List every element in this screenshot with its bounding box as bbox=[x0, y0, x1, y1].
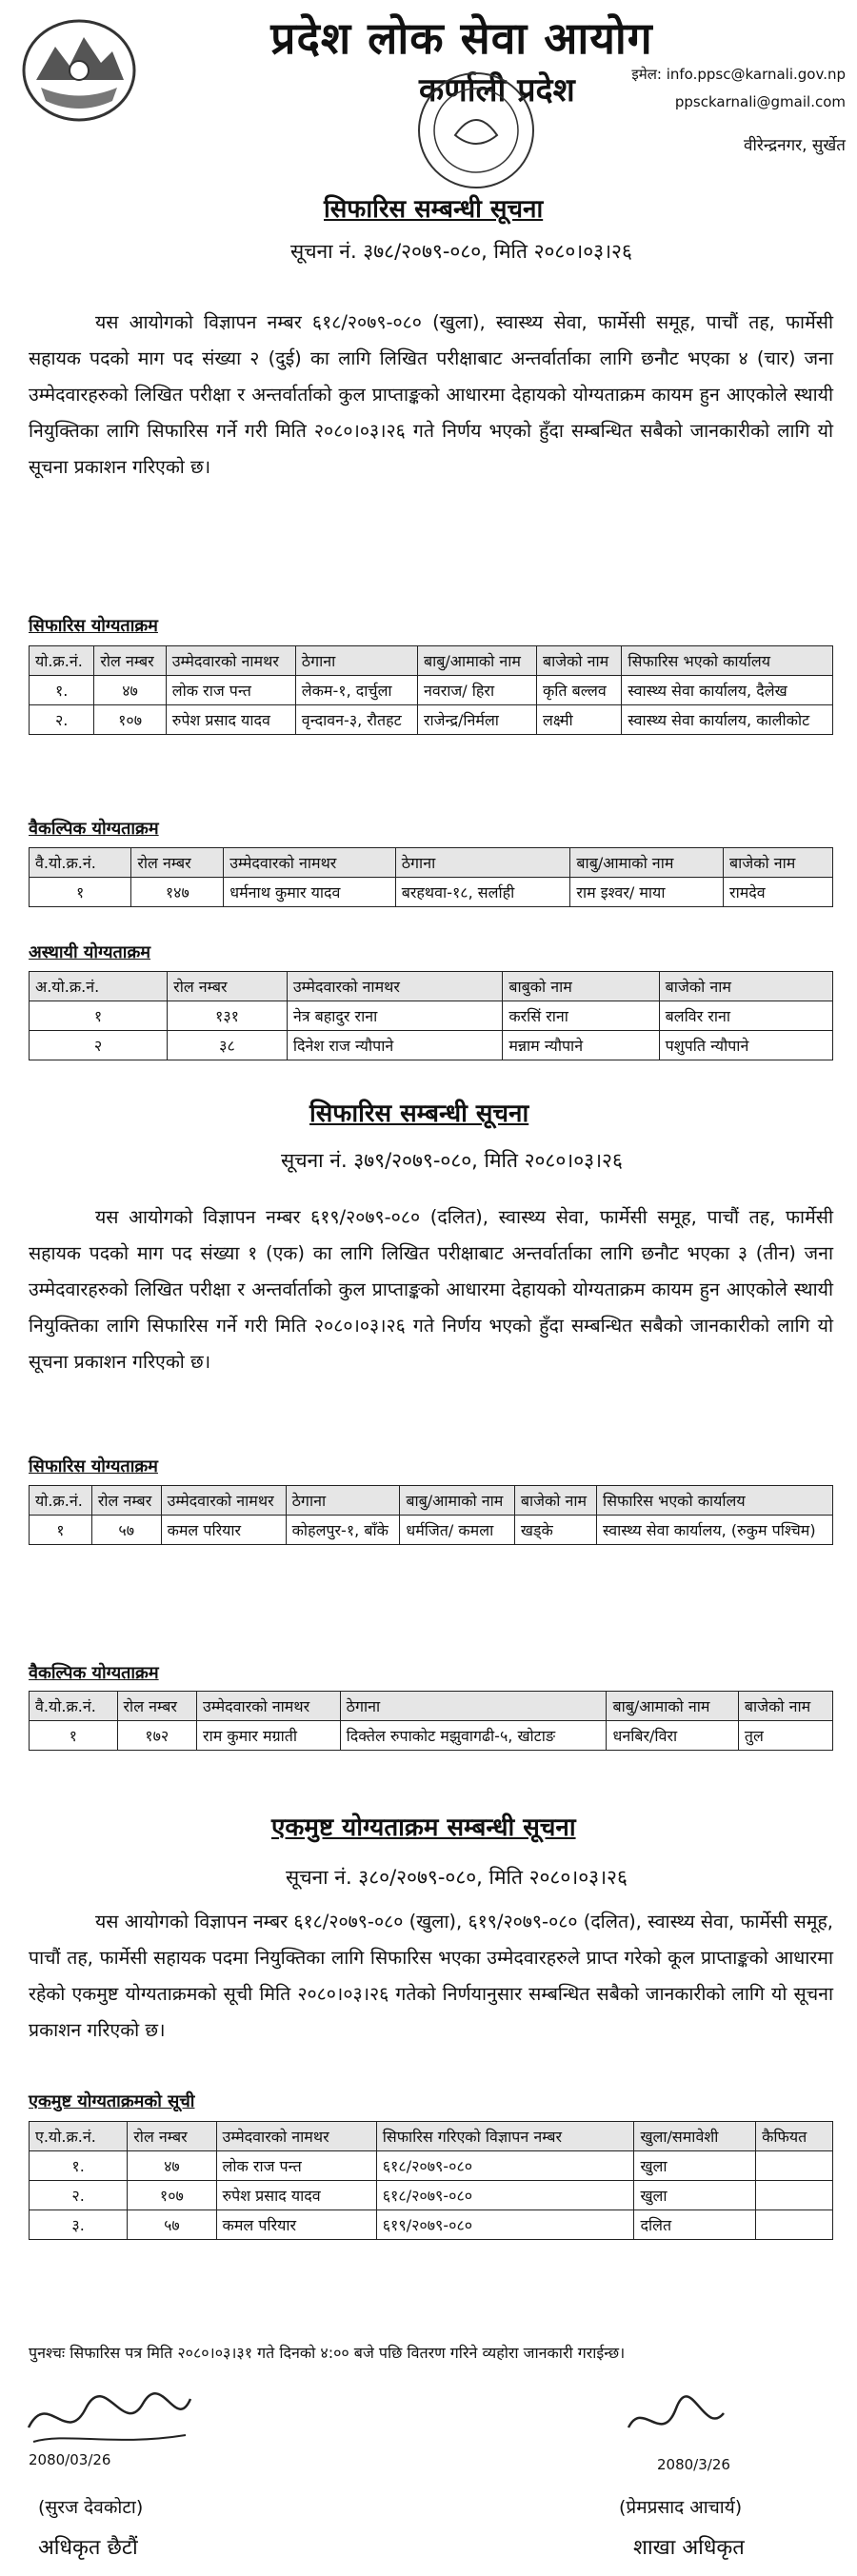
notice3-merit-table bbox=[29, 2121, 833, 2240]
nepal-emblem-logo bbox=[17, 13, 141, 128]
n3-merit-cell: १०७ bbox=[128, 2181, 216, 2210]
n3-merit-cell: १. bbox=[30, 2151, 128, 2181]
table-row bbox=[30, 1001, 833, 1031]
n2-recommended-cell: कमल परियार bbox=[161, 1516, 286, 1545]
n3-merit-cell: खुला bbox=[634, 2181, 756, 2210]
n1-recommended-cell: लक्ष्मी bbox=[536, 705, 621, 735]
n3-merit-cell: २. bbox=[30, 2181, 128, 2210]
table-row bbox=[30, 1721, 833, 1751]
notice3-paragraph: यस आयोगको विज्ञापन नम्बर ६१८/२०७९-०८० (खुला), ६१९/२०७९-०८० (दलित), स्वास्थ्य सेवा, फार्मेसी समूह, पाचौं तह, फार्मेसी सहायक पदमा नियुक्तिका लागि सिफारिस भएका उम्मेदवारहरुले प्राप्त गरेको कूल प्राप्ताङ्कको आधारमा रहेको एकमुष्ट योग्यताक्रमको सूची मिति २०८०।०३।२६ गतेको निर्णयानुसार सम्बन्धित सबैको जानकारीको लागि यो सूचना प्रकाशन गरिएको छ। bbox=[29, 1911, 833, 2041]
n1-recommended-header-cell: यो.क्र.नं. bbox=[30, 646, 94, 676]
n1-recommended-cell: नवराज/ हिरा bbox=[417, 676, 536, 705]
notice1-recommended-heading: सिफारिस योग्यताक्रम bbox=[29, 616, 158, 636]
n1-recommended-cell: स्वास्थ्य सेवा कार्यालय, कालीकोट bbox=[622, 705, 833, 735]
n1-temporary-header-cell: अ.यो.क्र.नं. bbox=[30, 972, 168, 1001]
n3-merit-cell: कमल परियार bbox=[216, 2210, 376, 2240]
office-location: वीरेन्द्रनगर, सुर्खेत bbox=[744, 136, 846, 155]
n1-temporary-cell: मन्नाम न्यौपाने bbox=[503, 1031, 659, 1060]
n1-alternate-cell: धर्मनाथ कुमार यादव bbox=[224, 878, 395, 907]
n1-recommended-header-cell: ठेगाना bbox=[295, 646, 417, 676]
left-signer-name: (सुरज देवकोटा) bbox=[38, 2497, 144, 2518]
n3-merit-cell bbox=[756, 2210, 833, 2240]
n1-temporary-header-cell: बाबुको नाम bbox=[503, 972, 659, 1001]
n1-temporary-header-cell: रोल नम्बर bbox=[168, 972, 288, 1001]
n2-alternate-cell: धनबिर/विरा bbox=[607, 1721, 738, 1751]
n2-alternate-cell: १७२ bbox=[117, 1721, 197, 1751]
n3-merit-cell bbox=[756, 2181, 833, 2210]
n2-recommended-header-cell: बाबु/आमाको नाम bbox=[400, 1486, 514, 1516]
notice2-recommended-table bbox=[29, 1485, 833, 1545]
table-row bbox=[30, 676, 833, 705]
n2-recommended-header-cell: बाजेको नाम bbox=[514, 1486, 596, 1516]
n1-alternate-cell: १४७ bbox=[131, 878, 224, 907]
notice3-number: सूचना नं. ३८०/२०७९-०८०, मिति २०८०।०३।२६ bbox=[286, 1866, 628, 1889]
n3-merit-cell: दलित bbox=[634, 2210, 756, 2240]
n1-recommended-header-cell: सिफारिस भएको कार्यालय bbox=[622, 646, 833, 676]
n1-recommended-cell: ४७ bbox=[94, 676, 166, 705]
n1-temporary-cell: २ bbox=[30, 1031, 168, 1060]
table-row bbox=[30, 878, 833, 907]
right-signature-date: 2080/3/26 bbox=[657, 2456, 730, 2473]
table-row bbox=[30, 2181, 833, 2210]
n3-merit-header-cell: सिफारिस गरिएको विज्ञापन नम्बर bbox=[376, 2122, 634, 2151]
notice1-number: सूचना नं. ३७८/२०७९-०८०, मिति २०८०।०३।२६ bbox=[290, 240, 632, 263]
n1-recommended-header-cell: बाजेको नाम bbox=[536, 646, 621, 676]
notice1-title: सिफारिस सम्बन्धी सूचना bbox=[324, 195, 544, 224]
n3-merit-header-cell: ए.यो.क्र.नं. bbox=[30, 2122, 128, 2151]
n2-recommended-cell: खड्के bbox=[514, 1516, 596, 1545]
n1-temporary-cell: नेत्र बहादुर राना bbox=[287, 1001, 503, 1031]
n1-temporary-cell: पशुपति न्यौपाने bbox=[659, 1031, 832, 1060]
n1-alternate-header-cell: रोल नम्बर bbox=[131, 848, 224, 878]
n3-merit-cell bbox=[756, 2151, 833, 2181]
n2-recommended-header-cell: उम्मेदवारको नामथर bbox=[161, 1486, 286, 1516]
n1-alternate-header-cell: बाजेको नाम bbox=[724, 848, 833, 878]
n3-merit-cell: ६१८/२०७९-०८० bbox=[376, 2181, 634, 2210]
n1-temporary-cell: ३८ bbox=[168, 1031, 288, 1060]
n1-recommended-cell: १०७ bbox=[94, 705, 166, 735]
n1-recommended-cell: वृन्दावन-३, रौतहट bbox=[295, 705, 417, 735]
n1-alternate-cell: बरहथवा-१८, सर्लाही bbox=[395, 878, 570, 907]
n1-temporary-cell: दिनेश राज न्यौपाने bbox=[287, 1031, 503, 1060]
notice2-number: सूचना नं. ३७९/२०७९-०८०, मिति २०८०।०३।२६ bbox=[281, 1149, 623, 1172]
n2-alternate-header-cell: उम्मेदवारको नामथर bbox=[197, 1692, 341, 1721]
n1-recommended-cell: स्वास्थ्य सेवा कार्यालय, दैलेख bbox=[622, 676, 833, 705]
n3-merit-header-cell: कैफियत bbox=[756, 2122, 833, 2151]
n1-recommended-cell: कृति बल्लव bbox=[536, 676, 621, 705]
notice3-title: एकमुष्ट योग्यताक्रम सम्बन्धी सूचना bbox=[271, 1813, 576, 1842]
n1-recommended-header-cell: उम्मेदवारको नामथर bbox=[166, 646, 295, 676]
n2-alternate-header-cell: वै.यो.क्र.नं. bbox=[30, 1692, 118, 1721]
n1-alternate-header-cell: वै.यो.क्र.नं. bbox=[30, 848, 131, 878]
notice1-alternate-table bbox=[29, 847, 833, 907]
notice1-alternate-heading: वैकल्पिक योग्यताक्रम bbox=[29, 819, 159, 839]
left-signature-date: 2080/03/26 bbox=[29, 2451, 111, 2468]
table-row bbox=[30, 2151, 833, 2181]
notice1-temporary-heading: अस्थायी योग्यताक्रम bbox=[29, 942, 151, 962]
n3-merit-cell: ४७ bbox=[128, 2151, 216, 2181]
n2-alternate-cell: राम कुमार मग्राती bbox=[197, 1721, 341, 1751]
n3-merit-cell: रुपेश प्रसाद यादव bbox=[216, 2181, 376, 2210]
n2-alternate-cell: तुल bbox=[738, 1721, 832, 1751]
notice2-alternate-heading: वैकल्पिक योग्यताक्रम bbox=[29, 1663, 159, 1683]
n1-temporary-header-cell: उम्मेदवारको नामथर bbox=[287, 972, 503, 1001]
notice2-paragraph: यस आयोगको विज्ञापन नम्बर ६१९/२०७९-०८० (दलित), स्वास्थ्य सेवा, फार्मेसी समूह, पाचौं तह, फार्मेसी सहायक पदको माग पद संख्या १ (एक) का लागि लिखित परीक्षाबाट अन्तर्वार्ताका लागि छनौट भएका ३ (तीन) जना उम्मेदवारहरुको लिखित परीक्षा र अन्तर्वार्ताको कुल प्राप्ताङ्कको आधारमा देहायको योग्यताक्रम कायम हुन आएकोले स्थायी नियुक्तिका लागि सिफारिस गर्ने गरी मिति २०८०।०३।२६ गते निर्णय भएको हुँदा सम्बन्धित सबैको जानकारीको लागि यो सूचना प्रकाशन गरिएको छ। bbox=[29, 1206, 833, 1373]
n2-recommended-header-cell: सिफारिस भएको कार्यालय bbox=[597, 1486, 833, 1516]
n1-recommended-cell: राजेन्द्र/निर्मला bbox=[417, 705, 536, 735]
n3-merit-cell: ३. bbox=[30, 2210, 128, 2240]
notice2-title: सिफारिस सम्बन्धी सूचना bbox=[309, 1100, 529, 1128]
n2-alternate-header-cell: बाजेको नाम bbox=[738, 1692, 832, 1721]
notice3-table-heading: एकमुष्ट योग्यताक्रमको सूची bbox=[29, 2091, 195, 2111]
notice2-alternate-table bbox=[29, 1691, 833, 1751]
table-row bbox=[30, 705, 833, 735]
notice2-recommended-heading: सिफारिस योग्यताक्रम bbox=[29, 1456, 158, 1476]
province-subtitle: कर्णाली प्रदेश bbox=[419, 71, 575, 109]
table-row bbox=[30, 1516, 833, 1545]
notice1-temporary-table bbox=[29, 971, 833, 1060]
n1-recommended-cell: लोक राज पन्त bbox=[166, 676, 295, 705]
n1-recommended-cell: रुपेश प्रसाद यादव bbox=[166, 705, 295, 735]
n1-temporary-cell: १३१ bbox=[168, 1001, 288, 1031]
n1-alternate-header-cell: ठेगाना bbox=[395, 848, 570, 878]
n2-recommended-cell: १ bbox=[30, 1516, 92, 1545]
n2-alternate-header-cell: ठेगाना bbox=[340, 1692, 607, 1721]
n2-alternate-cell: १ bbox=[30, 1721, 118, 1751]
table-row bbox=[30, 1031, 833, 1060]
notice1-recommended-table bbox=[29, 645, 833, 735]
n2-recommended-header-cell: यो.क्र.नं. bbox=[30, 1486, 92, 1516]
n1-alternate-header-cell: बाबु/आमाको नाम bbox=[570, 848, 724, 878]
left-signer-title: अधिकृत छैटौं bbox=[38, 2536, 138, 2560]
n2-recommended-cell: स्वास्थ्य सेवा कार्यालय, (रुकुम पश्चिम) bbox=[597, 1516, 833, 1545]
n1-recommended-header-cell: रोल नम्बर bbox=[94, 646, 166, 676]
n2-recommended-cell: कोहलपुर-१, बाँके bbox=[286, 1516, 400, 1545]
table-row bbox=[30, 2210, 833, 2240]
n1-recommended-cell: १. bbox=[30, 676, 94, 705]
n1-temporary-cell: बलविर राना bbox=[659, 1001, 832, 1031]
n3-merit-cell: खुला bbox=[634, 2151, 756, 2181]
n3-merit-header-cell: रोल नम्बर bbox=[128, 2122, 216, 2151]
n2-recommended-header-cell: रोल नम्बर bbox=[91, 1486, 161, 1516]
n2-alternate-header-cell: बाबु/आमाको नाम bbox=[607, 1692, 738, 1721]
n3-merit-cell: ५७ bbox=[128, 2210, 216, 2240]
postscript: पुनश्चः सिफारिस पत्र मिति २०८०।०३।३१ गते दिनको ४:०० बजे पछि वितरण गरिने व्यहोरा जानकारी गराईन्छ। bbox=[29, 2344, 626, 2362]
n1-alternate-header-cell: उम्मेदवारको नामथर bbox=[224, 848, 395, 878]
n2-alternate-header-cell: रोल नम्बर bbox=[117, 1692, 197, 1721]
n3-merit-cell: लोक राज पन्त bbox=[216, 2151, 376, 2181]
commission-seal bbox=[400, 59, 552, 202]
n1-alternate-cell: १ bbox=[30, 878, 131, 907]
n3-merit-cell: ६१९/२०७९-०८० bbox=[376, 2210, 634, 2240]
n1-alternate-cell: रामदेव bbox=[724, 878, 833, 907]
n2-alternate-cell: दिक्तेल रुपाकोट मझुवागढी-५, खोटाङ bbox=[340, 1721, 607, 1751]
n2-recommended-header-cell: ठेगाना bbox=[286, 1486, 400, 1516]
n2-recommended-cell: ५७ bbox=[91, 1516, 161, 1545]
email-line-2: ppsckarnali@gmail.com bbox=[674, 93, 846, 110]
n1-alternate-cell: राम इश्वर/ माया bbox=[570, 878, 724, 907]
n1-recommended-cell: २. bbox=[30, 705, 94, 735]
n1-temporary-cell: करसिं राना bbox=[503, 1001, 659, 1031]
right-signer-title: शाखा अधिकृत bbox=[633, 2536, 745, 2560]
n3-merit-header-cell: उम्मेदवारको नामथर bbox=[216, 2122, 376, 2151]
n1-recommended-cell: लेकम-१, दार्चुला bbox=[295, 676, 417, 705]
email-line-1: इमेल: info.ppsc@karnali.gov.np bbox=[631, 66, 846, 83]
n3-merit-header-cell: खुला/समावेशी bbox=[634, 2122, 756, 2151]
n2-recommended-cell: धर्मजित/ कमला bbox=[400, 1516, 514, 1545]
n1-recommended-header-cell: बाबु/आमाको नाम bbox=[417, 646, 536, 676]
commission-title: प्रदेश लोक सेवा आयोग bbox=[270, 12, 653, 64]
notice1-paragraph: यस आयोगको विज्ञापन नम्बर ६१८/२०७९-०८० (खुला), स्वास्थ्य सेवा, फार्मेसी समूह, पाचौं तह, फार्मेसी सहायक पदको माग पद संख्या २ (दुई) का लागि लिखित परीक्षाबाट अन्तर्वार्ताका लागि छनौट भएका ४ (चार) जना उम्मेदवारहरुको लिखित परीक्षा र अन्तर्वार्ताको कुल प्राप्ताङ्कको आधारमा देहायको योग्यताक्रम कायम हुन आएकोले स्थायी नियुक्तिका लागि सिफारिस गर्ने गरी मिति २०८०।०३।२६ गते निर्णय भएको हुँदा सम्बन्धित सबैको जानकारीको लागि यो सूचना प्रकाशन गरिएको छ। bbox=[29, 311, 833, 478]
n1-temporary-cell: १ bbox=[30, 1001, 168, 1031]
right-signer-name: (प्रेमप्रसाद आचार्य) bbox=[619, 2497, 743, 2518]
n1-temporary-header-cell: बाजेको नाम bbox=[659, 972, 832, 1001]
n3-merit-cell: ६१८/२०७९-०८० bbox=[376, 2151, 634, 2181]
